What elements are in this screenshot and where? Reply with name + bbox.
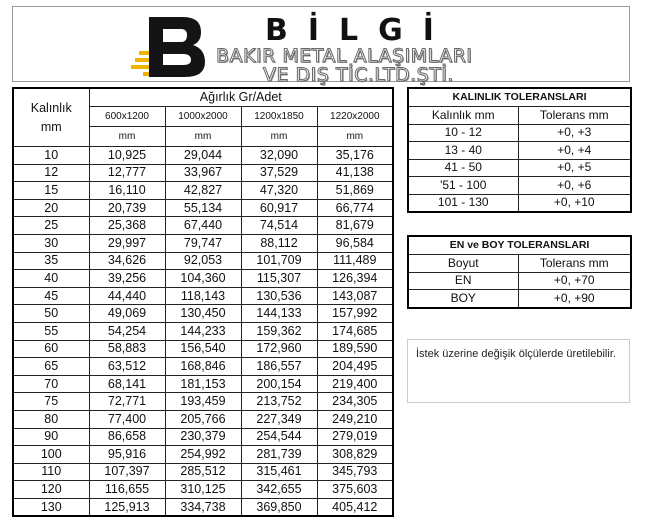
- table-row: [13, 393, 393, 411]
- table-cell: 30: [13, 234, 89, 252]
- en-boy-tolerance-title: EN ve BOY TOLERANSLARI: [408, 236, 631, 255]
- table-cell: 310,125: [165, 481, 241, 499]
- table-cell: 308,829: [317, 446, 393, 464]
- table-cell: 10,925: [89, 147, 165, 165]
- table-cell: 41 - 50: [408, 159, 518, 177]
- table-cell: 12,777: [89, 164, 165, 182]
- table-row: [13, 270, 393, 288]
- table-cell: 79,747: [165, 234, 241, 252]
- table-row: [13, 164, 393, 182]
- table-cell: 90: [13, 428, 89, 446]
- table-cell: 227,349: [241, 410, 317, 428]
- company-header: [12, 6, 630, 86]
- table-cell: 159,362: [241, 322, 317, 340]
- table-cell: +0, +70: [518, 272, 631, 290]
- custom-size-note: İstek üzerine değişik ölçülerde üretilebilir.: [407, 339, 630, 403]
- size-header: 600x1200: [89, 107, 165, 127]
- table-cell: 115,307: [241, 270, 317, 288]
- table-cell: 249,210: [317, 410, 393, 428]
- table-cell: 279,019: [317, 428, 393, 446]
- table-cell: 49,069: [89, 305, 165, 323]
- table-cell: 95,916: [89, 446, 165, 464]
- table-cell: 41,138: [317, 164, 393, 182]
- table-cell: 204,495: [317, 358, 393, 376]
- table-cell: 205,766: [165, 410, 241, 428]
- table-cell: 40: [13, 270, 89, 288]
- weight-label: Ağırlık Gr/Adet: [89, 88, 393, 107]
- table-cell: 32,090: [241, 147, 317, 165]
- table-cell: 47,320: [241, 182, 317, 200]
- table-cell: 55,134: [165, 199, 241, 217]
- table-cell: 39,256: [89, 270, 165, 288]
- table-cell: 25: [13, 217, 89, 235]
- table-cell: 51,869: [317, 182, 393, 200]
- table-cell: 144,233: [165, 322, 241, 340]
- table-cell: 60,917: [241, 199, 317, 217]
- size-unit: mm: [317, 127, 393, 147]
- table-cell: 10 - 12: [408, 124, 518, 142]
- table-row: [13, 498, 393, 516]
- table-cell: 20,739: [89, 199, 165, 217]
- table-cell: 72,771: [89, 393, 165, 411]
- table-cell: 193,459: [165, 393, 241, 411]
- table-cell: 50: [13, 305, 89, 323]
- thickness-label: Kalınlık: [30, 100, 72, 115]
- table-cell: 13 - 40: [408, 142, 518, 160]
- company-logo-icon: [125, 15, 209, 79]
- table-cell: 234,305: [317, 393, 393, 411]
- table-cell: 334,738: [165, 498, 241, 516]
- table-cell: +0, +90: [518, 290, 631, 308]
- table-cell: 104,360: [165, 270, 241, 288]
- table-cell: 58,883: [89, 340, 165, 358]
- table-cell: 96,584: [317, 234, 393, 252]
- tolerance-row: [408, 159, 631, 177]
- table-row: [13, 217, 393, 235]
- tolerance-title-row: [408, 236, 631, 255]
- table-cell: 143,087: [317, 287, 393, 305]
- table-cell: 110: [13, 463, 89, 481]
- table-cell: 181,153: [165, 375, 241, 393]
- table-cell: 107,397: [89, 463, 165, 481]
- weight-header-row: [13, 88, 393, 107]
- size-header: 1220x2000: [317, 107, 393, 127]
- thickness-header: [13, 88, 89, 147]
- table-cell: 130,536: [241, 287, 317, 305]
- table-cell: 254,544: [241, 428, 317, 446]
- company-name-line2: VE DIŞ TİC.LTD.ŞTİ.: [263, 64, 454, 86]
- table-cell: 42,827: [165, 182, 241, 200]
- table-row: [13, 358, 393, 376]
- table-cell: +0, +10: [518, 194, 631, 212]
- table-cell: 118,143: [165, 287, 241, 305]
- table-row: [13, 410, 393, 428]
- brand-name: BİLGİ: [265, 13, 454, 48]
- table-row: [13, 446, 393, 464]
- tolerance-col-header: Tolerans mm: [518, 255, 631, 273]
- table-cell: +0, +5: [518, 159, 631, 177]
- table-cell: 88,112: [241, 234, 317, 252]
- size-header: 1200x1850: [241, 107, 317, 127]
- thickness-col-header: Kalınlık mm: [408, 107, 518, 125]
- table-cell: 369,850: [241, 498, 317, 516]
- table-cell: 92,053: [165, 252, 241, 270]
- size-unit: mm: [165, 127, 241, 147]
- table-cell: 63,512: [89, 358, 165, 376]
- table-cell: 186,557: [241, 358, 317, 376]
- table-cell: 35: [13, 252, 89, 270]
- weight-table-body: [13, 147, 393, 517]
- table-cell: 281,739: [241, 446, 317, 464]
- table-cell: 54,254: [89, 322, 165, 340]
- table-cell: '51 - 100: [408, 177, 518, 195]
- table-cell: 213,752: [241, 393, 317, 411]
- dimension-col-header: Boyut: [408, 255, 518, 273]
- table-cell: 254,992: [165, 446, 241, 464]
- table-cell: 144,133: [241, 305, 317, 323]
- en-boy-tolerance-table: [407, 235, 632, 309]
- company-name-line1: BAKIR METAL ALAŞIMLARI: [216, 45, 473, 67]
- table-cell: 15: [13, 182, 89, 200]
- table-cell: 10: [13, 147, 89, 165]
- tolerance-col-header: Tolerans mm: [518, 107, 631, 125]
- table-cell: 130,450: [165, 305, 241, 323]
- table-cell: 130: [13, 498, 89, 516]
- table-cell: 80: [13, 410, 89, 428]
- table-cell: 75: [13, 393, 89, 411]
- table-cell: 74,514: [241, 217, 317, 235]
- table-cell: +0, +3: [518, 124, 631, 142]
- thickness-tolerance-title: KALINLIK TOLERANSLARI: [408, 88, 631, 107]
- table-cell: 65: [13, 358, 89, 376]
- table-cell: 120: [13, 481, 89, 499]
- tolerance-row: [408, 142, 631, 160]
- table-row: [13, 322, 393, 340]
- table-cell: 168,846: [165, 358, 241, 376]
- table-cell: 86,658: [89, 428, 165, 446]
- table-cell: 189,590: [317, 340, 393, 358]
- table-cell: 200,154: [241, 375, 317, 393]
- table-cell: EN: [408, 272, 518, 290]
- table-cell: 156,540: [165, 340, 241, 358]
- table-cell: 77,400: [89, 410, 165, 428]
- table-cell: +0, +4: [518, 142, 631, 160]
- table-cell: 55: [13, 322, 89, 340]
- table-cell: 345,793: [317, 463, 393, 481]
- tolerance-row: [408, 194, 631, 212]
- table-cell: 342,655: [241, 481, 317, 499]
- table-cell: 34,626: [89, 252, 165, 270]
- table-cell: +0, +6: [518, 177, 631, 195]
- weight-table: [12, 87, 394, 517]
- tolerance-row: [408, 177, 631, 195]
- table-row: [13, 287, 393, 305]
- table-cell: 81,679: [317, 217, 393, 235]
- table-cell: 375,603: [317, 481, 393, 499]
- table-cell: 44,440: [89, 287, 165, 305]
- table-cell: 45: [13, 287, 89, 305]
- table-row: [13, 182, 393, 200]
- table-row: [13, 147, 393, 165]
- tolerance-row: [408, 290, 631, 308]
- table-cell: 125,913: [89, 498, 165, 516]
- table-cell: 315,461: [241, 463, 317, 481]
- table-cell: 126,394: [317, 270, 393, 288]
- table-row: [13, 252, 393, 270]
- table-cell: 157,992: [317, 305, 393, 323]
- table-cell: 172,960: [241, 340, 317, 358]
- size-header: 1000x2000: [165, 107, 241, 127]
- table-cell: 68,141: [89, 375, 165, 393]
- table-cell: 29,044: [165, 147, 241, 165]
- table-cell: 219,400: [317, 375, 393, 393]
- table-cell: 100: [13, 446, 89, 464]
- table-cell: 29,997: [89, 234, 165, 252]
- table-row: [13, 375, 393, 393]
- tolerance-row: [408, 272, 631, 290]
- tolerance-header-row: [408, 255, 631, 273]
- table-cell: 33,967: [165, 164, 241, 182]
- thickness-unit: mm: [40, 119, 62, 134]
- table-row: [13, 340, 393, 358]
- table-cell: 101 - 130: [408, 194, 518, 212]
- table-cell: 25,368: [89, 217, 165, 235]
- table-cell: 12: [13, 164, 89, 182]
- table-row: [13, 305, 393, 323]
- table-cell: 67,440: [165, 217, 241, 235]
- table-row: [13, 199, 393, 217]
- tolerance-header-row: [408, 107, 631, 125]
- table-cell: 35,176: [317, 147, 393, 165]
- table-cell: 285,512: [165, 463, 241, 481]
- table-cell: 60: [13, 340, 89, 358]
- size-unit: mm: [89, 127, 165, 147]
- tolerance-row: [408, 124, 631, 142]
- table-cell: 16,110: [89, 182, 165, 200]
- table-cell: 230,379: [165, 428, 241, 446]
- size-unit: mm: [241, 127, 317, 147]
- table-cell: 37,529: [241, 164, 317, 182]
- table-cell: 66,774: [317, 199, 393, 217]
- table-cell: 111,489: [317, 252, 393, 270]
- tolerance-title-row: [408, 88, 631, 107]
- table-row: [13, 463, 393, 481]
- table-row: [13, 234, 393, 252]
- thickness-tolerance-table: [407, 87, 632, 213]
- table-row: [13, 481, 393, 499]
- table-cell: 116,655: [89, 481, 165, 499]
- table-cell: BOY: [408, 290, 518, 308]
- table-cell: 70: [13, 375, 89, 393]
- table-cell: 405,412: [317, 498, 393, 516]
- table-cell: 20: [13, 199, 89, 217]
- table-row: [13, 428, 393, 446]
- table-cell: 101,709: [241, 252, 317, 270]
- table-cell: 174,685: [317, 322, 393, 340]
